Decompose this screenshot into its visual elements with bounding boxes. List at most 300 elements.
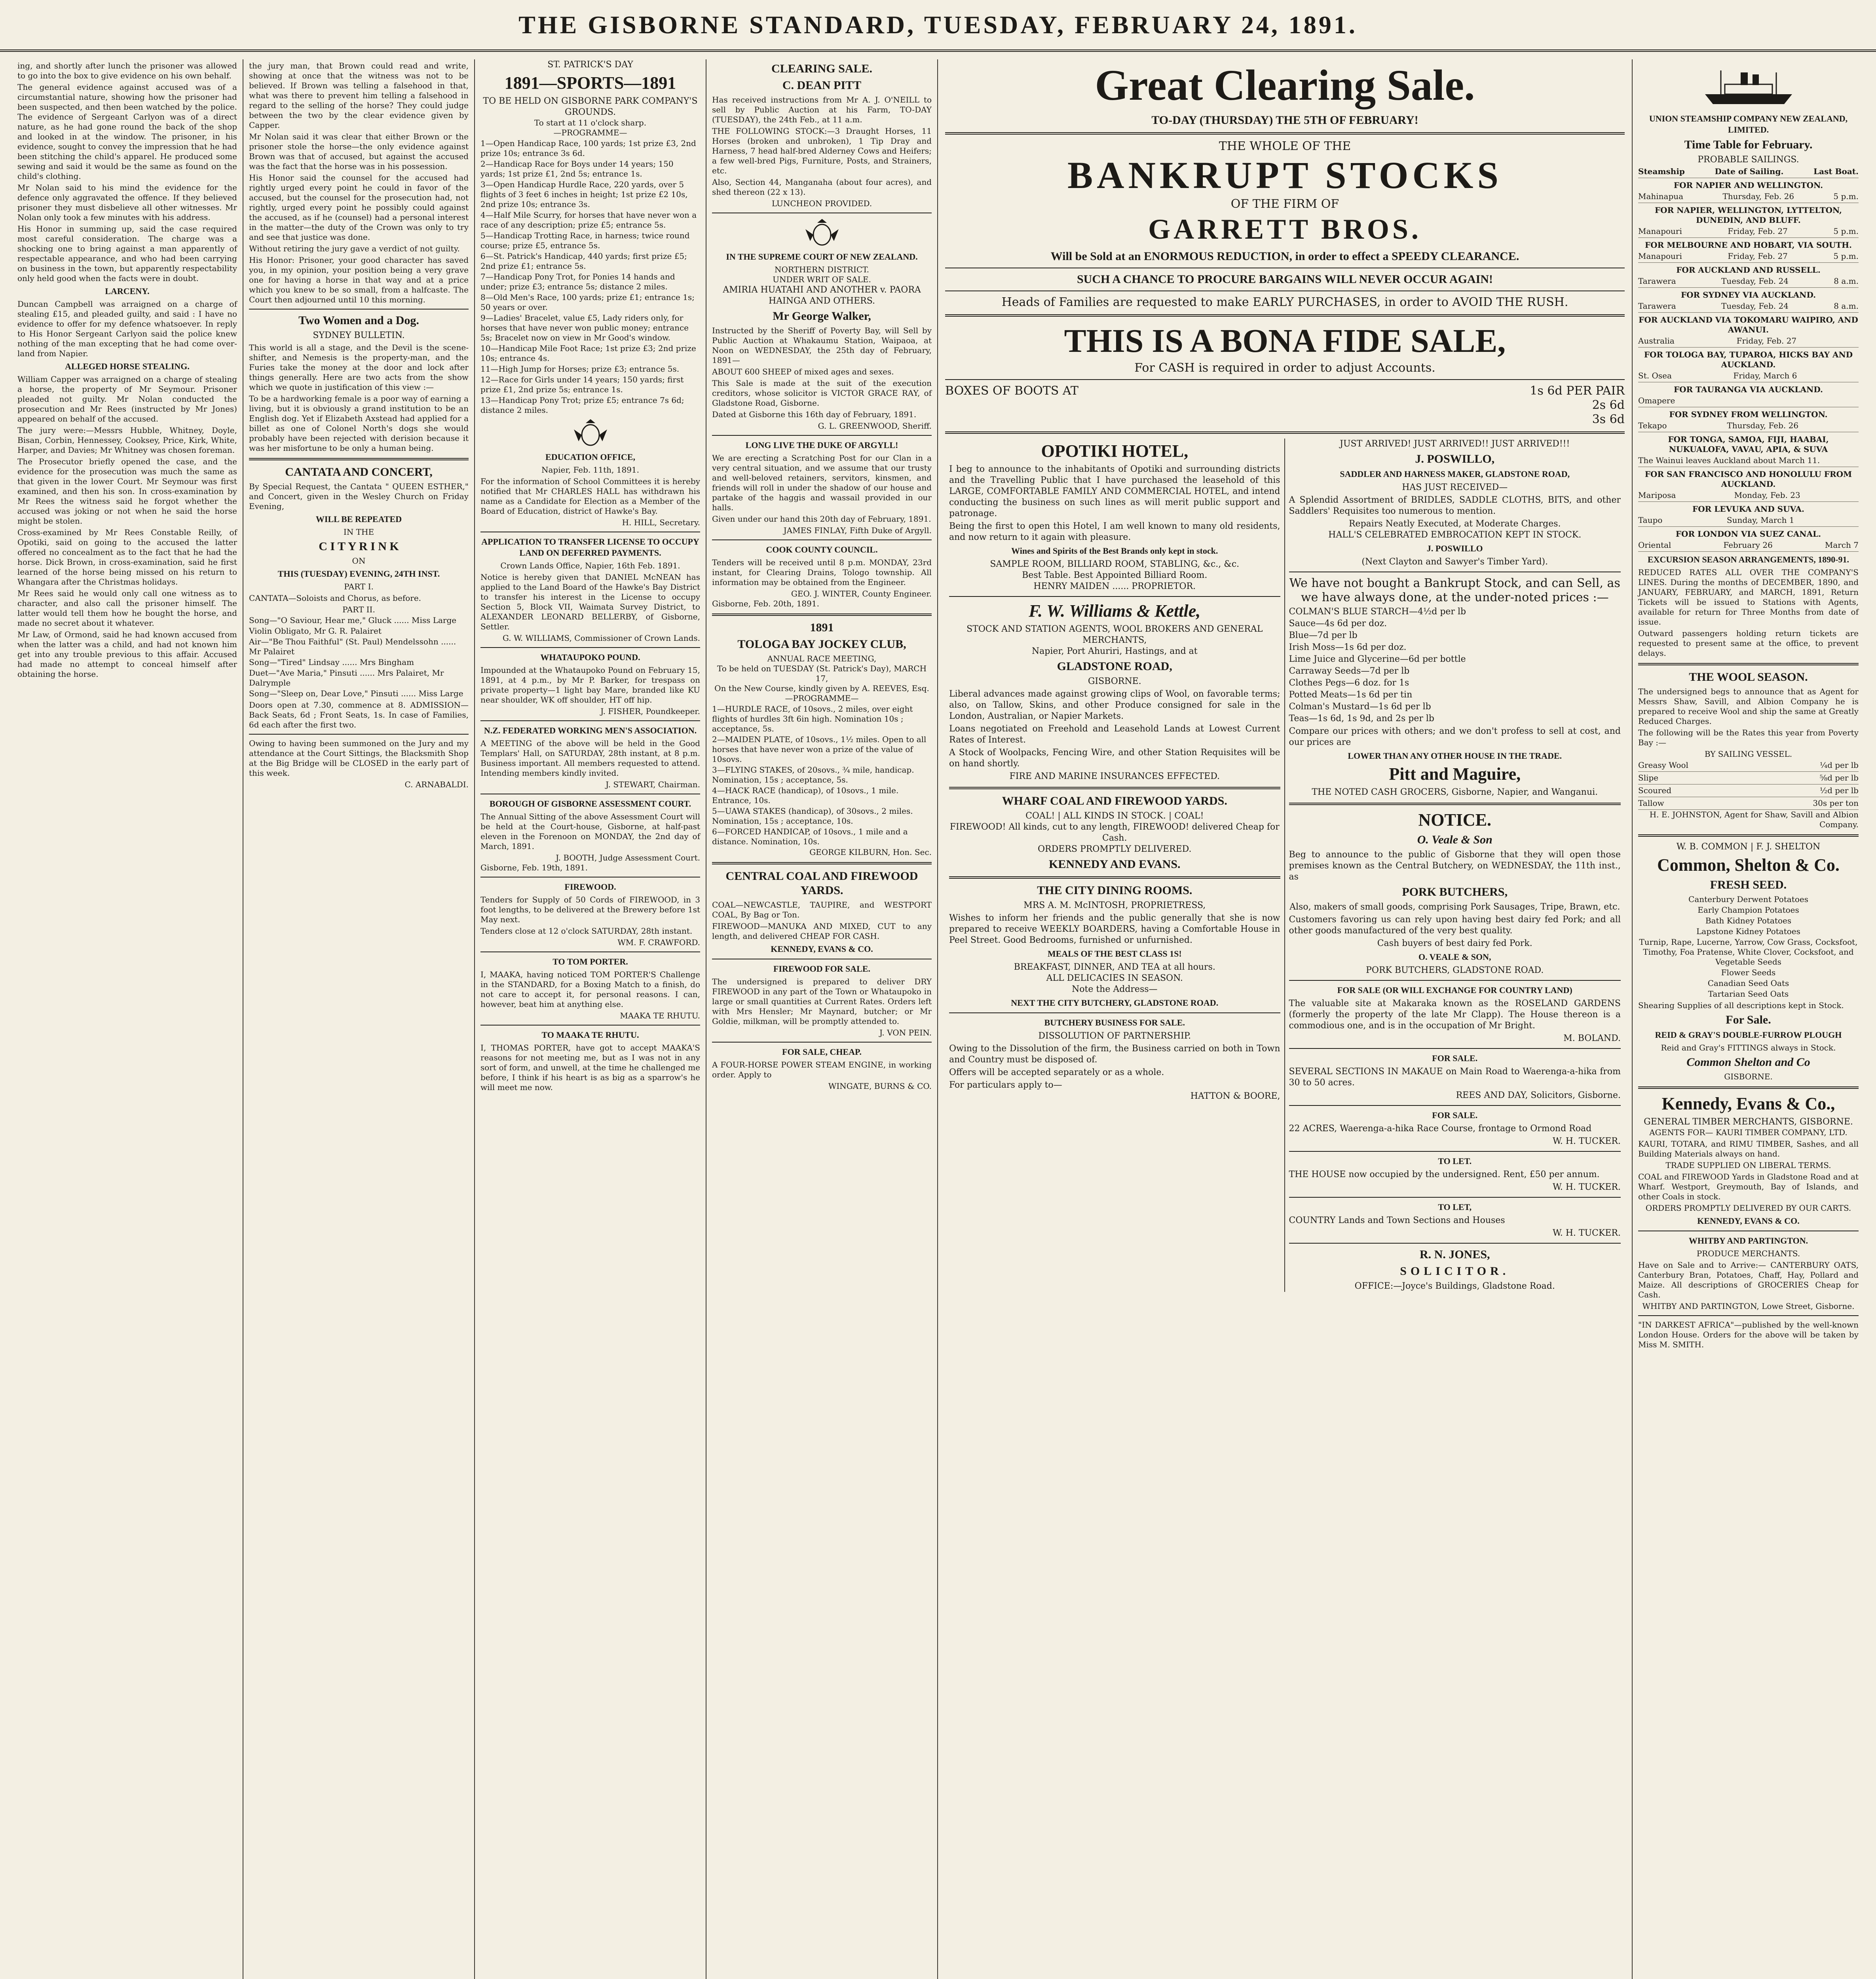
story-text: To be a hardworking female is a poor way of earning a living, but it is obviously a grand institution to be an English dog. Yet if Elizabeth Axstead had applied for a billet as one of Colonel North's dogs she would probably have been rejected with derision because it was her misfortune to be only a human being. <box>249 394 469 453</box>
engine-sign: WINGATE, BURNS & CO. <box>828 1081 932 1091</box>
kauri-text: KAURI, TOTARA, and RIMU TIMBER, Sashes, and all Building Materials always on hand. <box>1638 1139 1859 1159</box>
cook-heading: COOK COUNTY COUNCIL. <box>766 545 878 555</box>
route-destination: FOR NAPIER AND WELLINGTON. <box>1673 180 1823 190</box>
column-header: Last Boat. <box>1813 167 1859 176</box>
borough-body: The Annual Sitting of the above Assessment Court will be held at the Court-house, Gisborne, at half-past eleven in the Forenoon on MONDAY, the 2nd day of March, 1891. <box>480 812 700 851</box>
next-address: NEXT THE CITY BUTCHERY, GLADSTONE ROAD. <box>1011 998 1219 1008</box>
list-item: 1—Open Handicap Race, 100 yards; 1st prize £3, 2nd prize 10s; entrance 3s 6d. <box>480 139 696 158</box>
writ-label: UNDER WRIT OF SALE. <box>773 275 871 284</box>
cantata-intro: By Special Request, the Cantata " QUEEN ESTHER," and Concert, given in the Wesley Church on Friday Evening, <box>249 482 469 511</box>
veale-sign: O. VEALE & SON, <box>1418 952 1491 962</box>
dissolution-heading: DISSOLUTION OF PARTNERSHIP. <box>1038 1031 1191 1041</box>
kennedy-sub: GENERAL TIMBER MERCHANTS, GISBORNE. <box>1644 1117 1853 1127</box>
clearing-list: THE FOLLOWING STOCK:—3 Draught Horses, 11 Horses (broken and unbroken), 1 Tip Dray and Harness, 7 head half-bred Alderney Cows and Heifers; a few well-bred Pigs, Furniture, Posts, and Strainers, etc. <box>712 126 932 175</box>
tolet-body: COUNTRY Lands and Town Sections and Houses <box>1289 1216 1505 1225</box>
list-item: 9—Ladies' Bracelet, value £5, Lady riders only, for horses that have never won public money; entrance 5s; Bracelet now on view in Mr Good's window. <box>480 313 689 342</box>
whitby-body: Have on Sale and to Arrive:— CANTERBURY OATS, Canterbury Bran, Potatoes, Chaff, Hay, Pollard and Maize. All descriptions of GROCERIES Cheap for Cash. <box>1638 1260 1859 1299</box>
steamship-icon <box>1697 63 1800 110</box>
porter-body: I, MAAKA, having noticed TOM PORTER'S Challenge in the STANDARD, for a Boxing Match to a finish, do not care to accept it, for personal reasons. I can, however, beat him at anything else. <box>480 970 700 1009</box>
sailing-label: BY SAILING VESSEL. <box>1704 749 1792 759</box>
firewood-close: Tenders close at 12 o'clock SATURDAY, 28th instant. <box>480 926 693 936</box>
timetable-routes <box>1638 180 1859 552</box>
price-label: BOXES OF BOOTS AT <box>945 384 1079 398</box>
poswillo-heading: J. POSWILLO, <box>1415 452 1495 465</box>
firewood-sale-sign: J. VON PEIN. <box>879 1028 932 1037</box>
wool-heading: THE WOOL SEASON. <box>1689 670 1808 684</box>
list-item: 2—Handicap Race for Boys under 14 years; 150 yards; 1st prize £1, 2nd 5s; entrance 1s. <box>480 159 674 179</box>
maaka-heading: TO MAAKA TE RHUTU. <box>541 1030 639 1040</box>
route-time: March 7 <box>1825 540 1859 550</box>
court-report-para: ing, and shortly after lunch the prisoner was allowed to go into the box to give evidence on his own behalf. <box>17 61 237 80</box>
workmen-sign: J. STEWART, Chairman. <box>606 780 700 789</box>
rate-value: ⅝d per lb <box>1819 773 1859 782</box>
route-destination: FOR SYDNEY VIA AUCKLAND. <box>1680 290 1816 300</box>
route-ship: Tarawera <box>1638 276 1676 286</box>
list-item: Song—"Tired" Lindsay ...... Mrs Bingham <box>249 657 414 667</box>
divider <box>712 862 932 864</box>
list-item: Teas—1s 6d, 1s 9d, and 2s per lb <box>1289 714 1434 724</box>
list-item: 10—Handicap Mile Foot Race; 1st prize £3; 2nd prize 10s; entrance 4s. <box>480 344 696 363</box>
list-item: Flower Seeds <box>1721 968 1776 977</box>
maaka-body: I, THOMAS PORTER, have got to accept MAAKA'S reasons for not meeting me, but as I was not in any sort of form, and unwell, at the time he challenged me before, I think if his heart is as big as a sparrow's he will meet me now. <box>480 1043 700 1092</box>
divider <box>949 787 1280 789</box>
list-item: 3—FLYING STAKES, of 20sovs., ¾ mile, handicap. Nomination, 15s ; acceptance, 5s. <box>712 765 914 784</box>
probable-label: PROBABLE SAILINGS. <box>1698 155 1799 165</box>
list-item: Duet—"Ave Maria," Pinsuti ...... Mrs Palairet, Mr Dalrymple <box>249 668 444 688</box>
route-destination: FOR LONDON VIA SUEZ CANAL. <box>1675 529 1821 539</box>
court-report-para: His Honor said the counsel for the accused had rightly urged every point he could in favor of the accused, but the counsel for the prosecution had, not rightly, urged every point he possibly could against the accused, as if he (counsel) had a personal interest in the matter—the duty of the Crown was only to try and see that justice was done. <box>249 173 469 242</box>
route-ship: Mariposa <box>1638 490 1676 500</box>
education-heading: EDUCATION OFFICE, <box>545 452 635 462</box>
jones-heading: R. N. JONES, <box>1419 1248 1490 1261</box>
cantata-on: ON <box>352 556 366 566</box>
table-row <box>1638 190 1859 203</box>
clearing-heading: CLEARING SALE. <box>771 62 873 75</box>
kennedy-heading: Kennedy, Evans & Co., <box>1661 1094 1835 1113</box>
list-item: Colman's Mustard—1s 6d per lb <box>1289 702 1431 712</box>
gisborne-label: GISBORNE. <box>1724 1072 1773 1081</box>
jockey-sub: ANNUAL RACE MEETING, <box>767 654 877 663</box>
borough-heading: BOROUGH OF GISBORNE ASSESSMENT COURT. <box>489 799 691 809</box>
engine-body: A FOUR-HORSE POWER STEAM ENGINE, in working order. Apply to <box>712 1060 932 1079</box>
borough-date: Gisborne, Feb. 19th, 1891. <box>480 863 588 872</box>
table-row <box>1638 772 1859 784</box>
agents-text: AGENTS FOR— KAURI TIMBER COMPANY, LTD. <box>1649 1128 1848 1137</box>
route-time: 5 p.m. <box>1833 192 1859 201</box>
rate-item: Scoured <box>1638 786 1672 795</box>
royal-crest-icon <box>798 217 846 249</box>
divider <box>1289 1197 1621 1198</box>
offers-text: Offers will be accepted separately or as a whole. <box>949 1067 1164 1077</box>
table-row <box>1638 420 1859 432</box>
route-date: Friday, Feb. 27 <box>1728 226 1788 236</box>
column-7 <box>1285 439 1625 1292</box>
divider <box>712 539 932 540</box>
jockey-date: To be held on TUESDAY (St. Patrick's Day), MARCH 17, <box>717 664 927 683</box>
advertisement-block <box>938 59 1633 1979</box>
workmen-body: A MEETING of the above will be held in the Good Templars' Hall, on SATURDAY, 28th instant, at 8 p.m. Business important. All members requested to attend. Intending members kindly invited. <box>480 739 700 778</box>
hall-embrocation: HALL'S CELEBRATED EMBROCATION KEPT IN STOCK. <box>1328 530 1582 540</box>
list-item: Air—"Be Thou Faithful" (St. Paul) Mendelssohn ...... Mr Palairet <box>249 637 456 656</box>
doors-text: Doors open at 7.30, commence at 8. ADMISSION—Back Seats, 6d ; Front Seats, 1s. In case of Families, 6d each after the first two. <box>249 700 469 729</box>
divider <box>480 647 700 648</box>
education-body: For the information of School Committees it is hereby notified that Mr CHARLES HALL has withdrawn his name as a Candidate for Election as a Member of the Board of Education, district of Hawke's Bay. <box>480 477 700 516</box>
plough-sub: Reid and Gray's FITTINGS always in Stock. <box>1661 1043 1836 1052</box>
route-block <box>1638 385 1859 407</box>
list-item: 12—Race for Girls under 14 years; 150 yards; first prize £1, 2nd prize 5s; entrance 1s. <box>480 375 684 394</box>
ormond-text: Mr Law, of Ormond, said he had known accused from when the latter was a child, and had not known him get into any trouble previous to this affair. Accused had made no attempt to conceal himself after obtaining the horse. <box>17 630 237 679</box>
route-ship: The Wainui leaves Auckland about March 11. <box>1638 456 1820 465</box>
divider <box>1289 980 1621 981</box>
rate-item: Slipe <box>1638 773 1659 782</box>
newspaper-page <box>12 59 1864 1979</box>
part-one-body: CANTATA—Soloists and Chorus, as before. <box>249 593 422 603</box>
opotiki-heading: OPOTIKI HOTEL, <box>1041 441 1189 461</box>
bought-text: We have not bought a Bankrupt Stock, and can Sell, as we have always done, at the under-noted prices :— <box>1289 576 1620 604</box>
route-time: 5 p.m. <box>1833 226 1859 236</box>
for-sale-heading: For Sale. <box>1726 1013 1771 1026</box>
notice-heading: NOTICE. <box>1418 810 1492 830</box>
rate-value: 30s per ton <box>1813 798 1859 808</box>
kennedy-evans: KENNEDY AND EVANS. <box>1048 858 1181 871</box>
firm-of: OF THE FIRM OF <box>1230 197 1339 211</box>
compare-text: Compare our prices with others; and we don't profess to sell at cost, and our prices are <box>1289 726 1621 747</box>
table-row <box>1638 514 1859 527</box>
wool-rates <box>1638 759 1859 810</box>
divider <box>945 132 1625 135</box>
seed-list <box>1638 895 1859 999</box>
route-ship: Manapouri <box>1638 226 1682 236</box>
sports-heading: 1891—SPORTS—1891 <box>504 73 676 93</box>
rate-value: ½d per lb <box>1819 786 1859 795</box>
whitby-sub: PRODUCE MERCHANTS. <box>1696 1249 1800 1258</box>
pound-body: Impounded at the Whataupoko Pound on February 15, 1891, at 4 p.m., by Mr P. Barker, for trespass on private property—1 light bay Mare, branded like KU near shoulder, WK off shoulder, HT off hip. <box>480 665 700 705</box>
reduction-text: Will be Sold at an ENORMOUS REDUCTION, in order to effect a SPEEDY CLEARANCE. <box>1050 250 1519 263</box>
rate-value: ¼d per lb <box>1819 760 1859 770</box>
divider <box>1638 663 1859 665</box>
pork-butchers: PORK BUTCHERS, <box>1402 885 1508 898</box>
list-item: COLMAN'S BLUE STARCH—4½d per lb <box>1289 607 1466 617</box>
cantata-heading: CANTATA AND CONCERT, <box>285 465 433 479</box>
route-date: Tuesday, Feb. 24 <box>1721 301 1789 311</box>
table-row <box>1638 300 1859 313</box>
route-destination: FOR TAURANGA VIA AUCKLAND. <box>1673 385 1823 394</box>
tolet-heading: TO LET. <box>1438 1156 1472 1166</box>
column-4 <box>706 59 938 1979</box>
clearing-also: Also, Section 44, Manganaha (about four acres), and shed thereon (22 x 13). <box>712 177 932 197</box>
list-item: 6—FORCED HANDICAP, of 10sovs., 1 mile and a distance. Nomination, 10s. <box>712 827 908 846</box>
dissolution-body: Owing to the Dissolution of the firm, the Business carried on both in Town and Country must be disposed of. <box>949 1044 1280 1065</box>
price-value: 3s 6d <box>1592 412 1625 426</box>
whitby-sign: WHITBY AND PARTINGTON, Lowe Street, Gisborne. <box>1642 1301 1855 1311</box>
divider <box>945 379 1625 380</box>
firewood-sign: WM. F. CRAWFORD. <box>617 938 700 947</box>
list-item: 8—Old Men's Race, 100 yards; prize £1; entrance 1s; 50 years or over. <box>480 292 695 312</box>
veale-heading: O. Veale & Son <box>1417 833 1492 846</box>
route-destination: FOR SAN FRANCISCO AND HONOLULU FROM AUCKLAND. <box>1644 469 1852 489</box>
veale-sign-sub: PORK BUTCHERS, GLADSTONE ROAD. <box>1366 965 1544 975</box>
exchange-sign: M. BOLAND. <box>1563 1033 1621 1043</box>
divider <box>945 314 1625 317</box>
case-parties: AMIRIA HUATAHI AND ANOTHER v. PAORA HAINGA AND OTHERS. <box>723 285 921 306</box>
education-sign: H. HILL, Secretary. <box>622 518 700 527</box>
clearing-auctioneer: C. DEAN PITT <box>782 79 862 92</box>
rate-item: Tallow <box>1638 798 1664 808</box>
particulars-text: For particulars apply to— <box>949 1080 1062 1090</box>
larceny-text: Duncan Campbell was arraigned on a charge of stealing £15, and pleaded guilty, and said : I have no evidence to offer for my defence whatsoever. In reply to His Honor Sergeant Carlyon said the police knew nothing of the man excepting that he had come over-land from Napier. <box>17 299 237 358</box>
meals-text: MEALS OF THE BEST CLASS 1S! <box>1047 949 1182 959</box>
list-item: Turnip, Rape, Lucerne, Yarrow, Cow Grass, Cocksfoot, Timothy, Foa Pratense, White Clover, Cocksfoot, and Vegetable Seeds <box>1639 937 1858 967</box>
route-block <box>1638 469 1859 502</box>
license-place: Crown Lands Office, Napier, 16th Feb. 1891. <box>500 561 680 570</box>
defence-text: Mr Rees said he would only call one witness as to character, and also call the prisoner himself. The latter would tell them how he bought the horse, and made no secret about it whatever. <box>17 589 237 628</box>
route-time: 8 a.m. <box>1834 301 1859 311</box>
column-header: Steamship <box>1638 167 1685 176</box>
whitby-heading: WHITBY AND PARTINGTON. <box>1688 1236 1808 1246</box>
outward-text: Outward passengers holding return tickets are requested to present same at the office, to prevent delays. <box>1638 629 1859 658</box>
wool-sign: H. E. JOHNSTON, Agent for Shaw, Savill and Albion Company. <box>1649 810 1859 829</box>
pitt-sub: THE NOTED CASH GROCERS, Gisborne, Napier, and Wanganui. <box>1312 787 1598 797</box>
shearing-text: Shearing Supplies of all descriptions kept in Stock. <box>1638 1001 1844 1010</box>
list-item: Blue—7d per lb <box>1289 631 1358 640</box>
exchange-heading: FOR SALE (OR WILL EXCHANGE FOR COUNTRY LAND) <box>1337 985 1572 995</box>
orders-text: ORDERS PROMPTLY DELIVERED BY OUR CARTS. <box>1645 1203 1851 1213</box>
column-8 <box>1633 59 1864 1979</box>
story-text: This world is all a stage, and the Devil is the scene-shifter, and Nemesis is the property-man, and the Furies take the money at the door and lock after things generally. Here are two acts from the show which we quote in justification of this view :— <box>249 343 469 392</box>
veale-body: Beg to announce to the public of Gisborne that they will open those premises known as the Central Butchery, on WEDNESDAY, the 11th inst., as <box>1289 850 1621 882</box>
assortment-text: A Splendid Assortment of BRIDLES, SADDLE CLOTHS, BITS, and other Saddlers' Requisites too numerous to mention. <box>1289 495 1621 516</box>
divider <box>712 613 932 616</box>
partners-row: W. B. COMMON | F. J. SHELTON <box>1676 842 1821 852</box>
court-report-para: His Honor in summing up, said the case required most careful consideration. The charge was a shocking one to bring against a man apparently of respectable appearance, and who had been carrying on business in the town, but apparently respectability only held good when the facts were in doubt. <box>17 224 237 283</box>
sports-top: ST. PATRICK'S DAY <box>547 60 633 70</box>
firewood-sale-heading: FIREWOOD FOR SALE. <box>773 964 871 974</box>
divider <box>1289 1243 1621 1244</box>
heads-text: Heads of Families are requested to make EARLY PURCHASES, in order to AVOID THE RUSH. <box>1001 295 1568 309</box>
route-ship: St. Osea <box>1638 371 1672 380</box>
divider <box>1289 803 1621 805</box>
route-ship: Omapere <box>1638 396 1675 405</box>
proprietor: HENRY MAIDEN ...... PROPRIETOR. <box>1033 581 1196 591</box>
wharf-orders: ORDERS PROMPTLY DELIVERED. <box>1038 844 1192 854</box>
table-row <box>1638 784 1859 797</box>
breakfast-text: BREAKFAST, DINNER, AND TEA at all hours. <box>1014 962 1215 972</box>
list-item: 5—UAWA STAKES (handicap), of 30sovs., 2 miles. Nomination, 15s ; acceptance, 10s. <box>712 806 913 826</box>
jockey-events <box>712 704 932 847</box>
sheep-date: Dated at Gisborne this 16th day of February, 1891. <box>712 410 917 419</box>
exchange-body: The valuable site at Makaraka known as the ROSELAND GARDENS (formerly the property of the late Mr Clapp). The House thereon is a commodious one, and is in the occupation of Mr Bright. <box>1289 999 1621 1031</box>
cantata-venue: C I T Y R I N K <box>319 540 399 553</box>
route-ship: Manapouri <box>1638 251 1682 261</box>
court-report-para: the jury man, that Brown could read and write, showing at once that the witness was not to be believed. If Brown was telling a falsehood in that, what was there to prevent him telling a falsehood in regard to the selling of the horse? They could judge between the two by the clear evidence given by Capper. <box>249 61 469 130</box>
repairs-text: Repairs Neatly Executed, at Moderate Charges. <box>1348 519 1561 529</box>
table-row <box>1638 275 1859 288</box>
divider <box>249 734 469 735</box>
route-destination: FOR NAPIER, WELLINGTON, LYTTELTON, DUNEDIN, AND BLUFF. <box>1654 205 1842 225</box>
wharf-heading: WHARF COAL AND FIREWOOD YARDS. <box>1002 794 1227 807</box>
route-block <box>1638 315 1859 348</box>
story-heading: Two Women and a Dog. <box>298 314 419 327</box>
trade-text: TRADE SUPPLIED ON LIBERAL TERMS. <box>1665 1160 1831 1170</box>
gisborne-label: GISBORNE. <box>1088 676 1141 686</box>
horse-stealing-heading: ALLEGED HORSE STEALING. <box>65 361 190 371</box>
union-heading: UNION STEAMSHIP COMPANY NEW ZEALAND, LIMITED. <box>1649 114 1848 135</box>
court-report-para: Mr Nolan said it was clear that either Brown or the prisoner stole the horse—the only evidence against Brown was that of accused, but against the accused was the fact that the horse was in his possession. <box>249 132 469 171</box>
court-report-para: The general evidence against accused was of a circumstantial nature, showing how the prisoner had been suspected, and then been watched by the police. The evidence of Sergeant Carlyon was of a direct nature, as he had gone round the back of the shop and looked in at the window. The prisoner, in his evidence, sought to convey the impression that he had been stitching the child's apparel. He produced some sewing and said it would be the same as found on the child's clothing. <box>17 82 237 181</box>
part-two-label: PART II. <box>342 605 375 614</box>
jockey-year: 1891 <box>810 621 834 634</box>
kennedy-sign: KENNEDY, EVANS & CO. <box>1697 1216 1800 1226</box>
list-item: 4—HACK RACE (handicap), of 10sovs., 1 mile. Entrance, 10s. <box>712 786 899 805</box>
prosecutor-text: The Prosecutor briefly opened the case, and the evidence for the prosecution was much the same as that given in the lower Court. Mr Seymour was first examined, and then his son. In cross-examination by Mr Rees the witness said he forgot whether the accused was joking or not when he said the horse might be stolen. <box>17 457 237 526</box>
cook-body: Tenders will be received until 8 p.m. MONDAY, 23rd instant, for Clearing Drains, Tologo township. All information may be obtained from the Engineer. <box>712 558 932 587</box>
divider <box>249 309 469 310</box>
route-time: 5 p.m. <box>1833 251 1859 261</box>
list-item: 4—Half Mile Scurry, for horses that have never won a race of any description; prize £5; entrance 5s. <box>480 210 697 230</box>
divider <box>1638 1315 1859 1316</box>
plough-heading: REID & GRAY'S DOUBLE-FURROW PLOUGH <box>1655 1030 1842 1040</box>
divider <box>1289 1105 1621 1106</box>
route-block <box>1638 265 1859 288</box>
hatton-sign: HATTON & BOORE, <box>1190 1091 1280 1101</box>
column-header: Date of Sailing. <box>1715 167 1784 176</box>
tolet-sign: W. H. TUCKER. <box>1552 1228 1621 1238</box>
argyll-sign: JAMES FINLAY, Fifth Duke of Argyll. <box>783 526 932 535</box>
grocery-prices <box>1289 606 1621 724</box>
table-row <box>1638 539 1859 552</box>
masthead: THE GISBORNE STANDARD, TUESDAY, FEBRUARY 24, 1891. <box>0 0 1876 52</box>
city-dining-heading: THE CITY DINING ROOMS. <box>1037 884 1192 897</box>
list-item: Early Champion Potatoes <box>1698 905 1799 915</box>
customers-text: Customers favoring us can rely upon having best dairy fed Pork; and all other goods manufactured of the very best quality. <box>1289 915 1621 936</box>
court-report-para: Without retiring the jury gave a verdict of not guilty. <box>249 244 460 253</box>
gladstone-road: GLADSTONE ROAD, <box>1057 660 1172 673</box>
route-date: Sunday, March 1 <box>1726 515 1794 525</box>
license-sign: G. W. WILLIAMS, Commissioner of Crown Lands. <box>502 633 700 643</box>
mcintosh-body: Wishes to inform her friends and the public generally that she is now prepared to receive WEEKLY BOARDERS, having a Comfortable House in Peel Street. Good Bedrooms, furnished or unfurnished. <box>949 913 1280 945</box>
list-item: 7—Handicap Pony Trot, for Ponies 14 hands and under; prize £3; entrance 5s; distance 2 miles. <box>480 272 675 291</box>
forsale-body: 22 ACRES, Waerenga-a-hika Race Course, frontage to Ormond Road <box>1289 1124 1592 1134</box>
wines-text: Wines and Spirits of the Best Brands only kept in stock. <box>1011 546 1218 556</box>
column-3 <box>475 59 706 1979</box>
timetable-heading: Time Table for February. <box>1684 138 1813 151</box>
boots-price-list <box>945 384 1625 427</box>
list-item: Lapstone Kidney Potatoes <box>1696 927 1800 936</box>
route-block <box>1638 205 1859 238</box>
pound-heading: WHATAUPOKO POUND. <box>540 652 640 662</box>
route-block <box>1638 240 1859 263</box>
williams-address: Napier, Port Ahuriri, Hastings, and at <box>1031 646 1198 656</box>
bankrupt-stocks: BANKRUPT STOCKS <box>1067 154 1502 196</box>
route-ship: Oriental <box>1638 540 1671 550</box>
divider <box>945 431 1625 434</box>
bridge-notice: Owing to having been summoned on the Jury and my attendance at the Court Sittings, the Blacksmith Shop at the Big Bridge will be CLOSED in the early part of this week. <box>249 739 469 778</box>
forsale-sign: REES AND DAY, Solicitors, Gisborne. <box>1456 1090 1621 1100</box>
engine-heading: FOR SALE, CHEAP. <box>782 1047 862 1057</box>
table-row <box>1638 250 1859 263</box>
walker-body: Instructed by the Sheriff of Poverty Bay, will Sell by Public Auction at Whakaumu Station, Waipaoa, at Noon on WEDNESDAY, the 25th day of February, 1891— <box>712 326 932 365</box>
jockey-course: On the New Course, kindly given by A. REEVES, Esq. <box>714 684 929 693</box>
cantata-repeat: WILL BE REPEATED <box>315 514 402 524</box>
table-row <box>1638 759 1859 772</box>
clearing-body: Has received instructions from Mr A. J. O'NEILL to sell by Public Auction at his Farm, TO-DAY (TUESDAY), the 24th Feb., at 11 a.m. <box>712 95 932 124</box>
route-block <box>1638 435 1859 467</box>
route-date: Monday, Feb. 23 <box>1734 490 1800 500</box>
list-item: Song—"O Saviour, Hear me," Gluck ...... Miss Large <box>249 615 457 625</box>
divider <box>949 1012 1280 1013</box>
cash-buyers: Cash buyers of best dairy fed Pork. <box>1377 938 1532 948</box>
route-destination: FOR LEVUKA AND SUVA. <box>1692 504 1804 514</box>
sports-sub: TO BE HELD ON GISBORNE PARK COMPANY'S GROUNDS. <box>483 96 698 117</box>
saddler-text: SADDLER AND HARNESS MAKER, GLADSTONE ROAD, <box>1340 469 1570 479</box>
sale-date: TO-DAY (THURSDAY) THE 5TH OF FEBRUARY! <box>1151 114 1418 127</box>
list-item: Lime Juice and Glycerine—6d per bottle <box>1289 654 1466 664</box>
divider <box>480 720 700 721</box>
list-item: 6—St. Patrick's Handicap, 440 yards; first prize £5; 2nd prize £1; entrance 5s. <box>480 251 687 271</box>
divider <box>949 876 1280 879</box>
list-item: Carraway Seeds—7d per lb <box>1289 666 1410 676</box>
received-text: HAS JUST RECEIVED— <box>1402 482 1508 492</box>
wool-body: The undersigned begs to announce that as Agent for Messrs Shaw, Savill, and Albion Company he is prepared to receive Wool and ship the same at Greatly Reduced Charges. <box>1638 687 1859 726</box>
route-destination: FOR TOLOGA BAY, TUPAROA, HICKS BAY AND AUCKLAND. <box>1644 350 1853 369</box>
jockey-heading: TOLOGA BAY JOCKEY CLUB, <box>737 638 906 651</box>
bona-fide-banner: THIS IS A BONA FIDE SALE, <box>1064 323 1506 359</box>
events-list <box>480 139 700 415</box>
whole-of: THE WHOLE OF THE <box>1219 139 1351 153</box>
central-heading: CENTRAL COAL AND FIREWOOD YARDS. <box>725 870 918 897</box>
route-block <box>1638 290 1859 313</box>
list-item: Clothes Pegs—6 doz. for 1s <box>1289 678 1409 688</box>
divider <box>712 1042 932 1043</box>
central-body: FIREWOOD—MANUKA AND MIXED, CUT to any length, and delivered CHEAP FOR CASH. <box>712 921 932 941</box>
just-arrived: JUST ARRIVED! JUST ARRIVED!! JUST ARRIVED!!! <box>1340 439 1570 449</box>
route-block <box>1638 410 1859 432</box>
price-row <box>945 398 1625 412</box>
wool-rates-head: The following will be the Rates this year from Poverty Bay :— <box>1638 728 1859 747</box>
route-ship: Mahinapua <box>1638 192 1684 201</box>
tolet-sign: W. H. TUCKER. <box>1552 1182 1621 1192</box>
cross-exam-text: Cross-examined by Mr Rees Constable Reilly, of Opotiki, said on going to the accused the latter offered no concealment as to the fact that he had the horse. Dick Brown, in cross-examination, said he first learned of the horse being missed on his return to Whangara after the Christmas holidays. <box>17 528 237 587</box>
route-block <box>1638 350 1859 382</box>
rate-item: Greasy Wool <box>1638 760 1688 770</box>
cantata-in: IN THE <box>343 527 374 537</box>
argyll-heading: LONG LIVE THE DUKE OF ARGYLL! <box>745 440 898 450</box>
divider <box>1289 1048 1621 1049</box>
route-date: Friday, Feb. 27 <box>1736 336 1797 346</box>
argyll-date: Given under our hand this 20th day of February, 1891. <box>712 514 931 524</box>
route-ship: Australia <box>1638 336 1675 346</box>
divider <box>1638 834 1859 837</box>
argyll-body: We are erecting a Scratching Post for our Clan in a very central situation, and we assume that our trusty and well-beloved retainers, servitors, kinsmen, and friends will roll in under the shadow of our house and partake of the haggis and wassail provided in our halls. <box>712 453 932 512</box>
divider <box>712 435 932 436</box>
divider <box>1289 1151 1621 1152</box>
route-destination: FOR AUCKLAND VIA TOKOMARU WAIPIRO, AND AWANUI. <box>1639 315 1858 334</box>
list-item: Violin Obligato, Mr G. R. Palairet <box>249 626 382 636</box>
route-ship: Taupo <box>1638 515 1663 525</box>
excursion-heading: EXCURSION SEASON ARRANGEMENTS, 1890-91. <box>1647 555 1849 564</box>
list-item: Bath Kidney Potatoes <box>1705 916 1792 925</box>
butchery-heading: BUTCHERY BUSINESS FOR SALE. <box>1044 1018 1185 1027</box>
column-2 <box>243 59 475 1979</box>
divider <box>249 458 469 460</box>
jockey-programme: —PROGRAMME— <box>785 693 859 703</box>
table-row <box>1638 454 1859 467</box>
price-value: 1s 6d PER PAIR <box>1530 384 1625 398</box>
table-row <box>1638 797 1859 810</box>
williams-sub: STOCK AND STATION AGENTS, WOOL BROKERS AND GENERAL MERCHANTS, <box>966 624 1263 645</box>
story-source: SYDNEY BULLETIN. <box>313 330 405 340</box>
bridge-sign: C. ARNABALDI. <box>404 780 469 789</box>
